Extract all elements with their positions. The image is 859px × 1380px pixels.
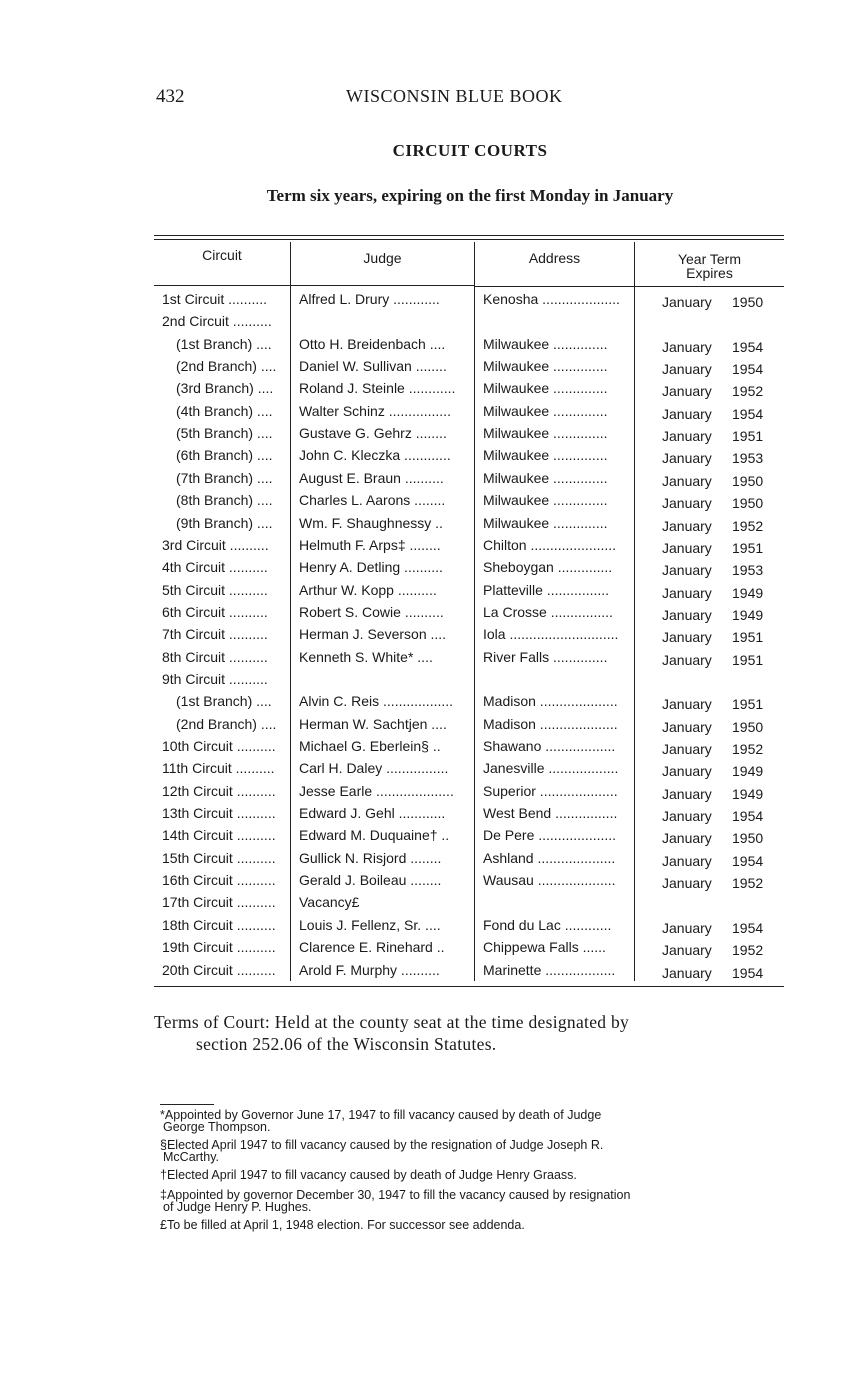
judge-cell: Helmuth F. Arps‡ ........: [299, 536, 441, 553]
table-row: [154, 626, 784, 646]
circuit-cell: 17th Circuit ..........: [162, 894, 276, 911]
circuit-cell: 20th Circuit ..........: [162, 961, 276, 978]
circuit-cell: 5th Circuit ..........: [162, 581, 268, 598]
judge-cell: Alvin C. Reis ..................: [299, 693, 454, 710]
column-header-address: Address: [528, 250, 581, 266]
table-row: [154, 403, 784, 423]
judge-cell: Otto H. Breidenbach ....: [299, 335, 446, 352]
footnote-continuation: of Judge Henry P. Hughes.: [163, 1200, 312, 1214]
circuit-cell: (8th Branch) ....: [176, 492, 273, 509]
table-row: [154, 783, 784, 803]
circuit-cell: 4th Circuit ..........: [162, 559, 268, 576]
expiry-month-cell: January: [662, 361, 712, 378]
expiry-month-cell: January: [662, 919, 712, 936]
address-cell: Milwaukee ..............: [483, 402, 608, 419]
table-row: [154, 671, 784, 691]
expiry-year-cell: 1950: [732, 718, 764, 735]
judge-cell: Louis J. Fellenz, Sr. ....: [299, 916, 441, 933]
expiry-year-cell: 1952: [732, 383, 764, 400]
expiry-year-cell: 1952: [732, 875, 764, 892]
table-row: [154, 515, 784, 535]
table-row: [154, 582, 784, 602]
circuit-cell: (3rd Branch) ....: [176, 380, 274, 397]
address-cell: Superior ....................: [483, 782, 618, 799]
judge-cell: Herman W. Sachtjen ....: [299, 715, 447, 732]
column-header-judge: Judge: [363, 250, 402, 266]
expiry-year-cell: 1953: [732, 562, 764, 579]
footnote-text: †Elected April 1947 to fill vacancy caused by death of Judge Henry Graass.: [160, 1168, 577, 1182]
expiry-month-cell: January: [662, 383, 712, 400]
address-cell: Milwaukee ..............: [483, 492, 608, 509]
expiry-month-cell: January: [662, 763, 712, 780]
expiry-month-cell: January: [662, 696, 712, 713]
footnote-continuation: McCarthy.: [163, 1150, 220, 1164]
expiry-year-cell: 1951: [732, 651, 764, 668]
circuit-cell: 14th Circuit ..........: [162, 827, 276, 844]
expiry-year-cell: 1950: [732, 495, 764, 512]
expiry-year-cell: 1949: [732, 785, 764, 802]
circuit-cell: 7th Circuit ..........: [162, 626, 268, 643]
header-underline: [475, 286, 634, 287]
expiry-month-cell: January: [662, 875, 712, 892]
circuit-cell: 12th Circuit ..........: [162, 782, 276, 799]
year-term-label: Year Term: [677, 251, 742, 267]
address-cell: Milwaukee ..............: [483, 380, 608, 397]
expiry-year-cell: 1954: [732, 808, 764, 825]
section-title: CIRCUIT COURTS: [392, 141, 548, 160]
address-cell: West Bend ................: [483, 805, 618, 822]
expiry-year-cell: 1951: [732, 696, 764, 713]
section-subtitle: Term six years, expiring on the first Monday in January: [266, 186, 674, 205]
judge-cell: Daniel W. Sullivan ........: [299, 358, 447, 375]
circuit-cell: 9th Circuit ..........: [162, 670, 268, 687]
expiry-year-cell: 1954: [732, 852, 764, 869]
address-cell: Milwaukee ..............: [483, 425, 608, 442]
footnote-text: ‡Appointed by governor December 30, 1947 to fill the vacancy caused by resignation: [160, 1188, 631, 1202]
expiry-year-cell: 1949: [732, 584, 764, 601]
expiry-month-cell: January: [662, 629, 712, 646]
expiry-month-cell: January: [662, 495, 712, 512]
circuit-cell: 3rd Circuit ..........: [162, 536, 269, 553]
judge-cell: Roland J. Steinle ............: [299, 380, 456, 397]
judge-cell: Gullick N. Risjord ........: [299, 849, 442, 866]
table-row: [154, 872, 784, 892]
circuit-courts-table: [154, 235, 784, 987]
expiry-year-cell: 1954: [732, 338, 764, 355]
judge-cell: Carl H. Daley ................: [299, 760, 449, 777]
address-cell: Janesville ..................: [483, 760, 619, 777]
expiry-year-cell: 1950: [732, 830, 764, 847]
table-row: [154, 805, 784, 825]
expires-label: Expires: [686, 265, 733, 281]
judge-cell: Edward M. Duquaine† ..: [299, 827, 450, 844]
expiry-month-cell: January: [662, 338, 712, 355]
judge-cell: Wm. F. Shaughnessy ..: [299, 514, 443, 531]
expiry-year-cell: 1953: [732, 450, 764, 467]
circuit-cell: 15th Circuit ..........: [162, 849, 276, 866]
header-underline: [291, 285, 474, 286]
address-cell: Sheboygan ..............: [483, 559, 613, 576]
expiry-month-cell: January: [662, 562, 712, 579]
expiry-year-cell: 1952: [732, 942, 764, 959]
circuit-cell: 6th Circuit ..........: [162, 603, 268, 620]
address-cell: Chippewa Falls ......: [483, 939, 606, 956]
address-cell: Marinette ..................: [483, 961, 616, 978]
table-top-rule-inner: [154, 239, 784, 240]
table-row: [154, 894, 784, 914]
circuit-cell: 11th Circuit ..........: [162, 760, 275, 777]
expiry-year-cell: 1952: [732, 517, 764, 534]
address-cell: Milwaukee ..............: [483, 358, 608, 375]
footnote: [160, 1219, 790, 1231]
expiry-month-cell: January: [662, 718, 712, 735]
judge-cell: Jesse Earle ....................: [299, 782, 454, 799]
expiry-year-cell: 1950: [732, 294, 764, 310]
expiry-month-cell: January: [662, 830, 712, 847]
table-row: [154, 962, 784, 982]
circuit-cell: 8th Circuit ..........: [162, 648, 268, 665]
circuit-cell: (1st Branch) ....: [176, 335, 272, 352]
address-cell: Kenosha ....................: [483, 291, 620, 307]
page-number: 432: [156, 86, 185, 107]
terms-line-2: section 252.06 of the Wisconsin Statutes.: [196, 1034, 497, 1054]
header-underline: [154, 285, 290, 286]
terms-of-court: [154, 1011, 794, 1055]
expiry-month-cell: January: [662, 606, 712, 623]
table-top-rule: [154, 235, 784, 236]
circuit-cell: 16th Circuit ..........: [162, 872, 276, 889]
footnote: [160, 1109, 790, 1133]
address-cell: Ashland ....................: [483, 849, 616, 866]
address-cell: River Falls ..............: [483, 648, 608, 665]
expiry-year-cell: 1952: [732, 741, 764, 757]
table-row: [154, 649, 784, 669]
circuit-cell: 13th Circuit ..........: [162, 805, 276, 822]
table-bottom-rule: [154, 986, 784, 987]
address-cell: Madison ....................: [483, 715, 618, 732]
expiry-year-cell: 1949: [732, 606, 764, 623]
judge-cell: John C. Kleczka ............: [299, 447, 451, 464]
judge-cell: August E. Braun ..........: [299, 469, 444, 486]
judge-cell: Arold F. Murphy ..........: [299, 961, 440, 978]
judge-cell: Arthur W. Kopp ..........: [299, 581, 437, 598]
expiry-month-cell: January: [662, 472, 712, 489]
address-cell: Wausau ....................: [483, 872, 616, 889]
judge-cell: Henry A. Detling ..........: [299, 559, 443, 576]
expiry-month-cell: January: [662, 852, 712, 869]
expiry-year-cell: 1954: [732, 964, 764, 981]
circuit-cell: 18th Circuit ..........: [162, 916, 276, 933]
table-row: [154, 470, 784, 490]
address-cell: Fond du Lac ............: [483, 916, 612, 933]
expiry-month-cell: January: [662, 294, 712, 310]
column-header-circuit: Circuit: [202, 247, 242, 263]
table-row: [154, 850, 784, 870]
footnote: [160, 1139, 790, 1163]
expiry-year-cell: 1954: [732, 405, 764, 422]
address-cell: De Pere ....................: [483, 827, 617, 844]
circuit-cell: (1st Branch) ....: [176, 693, 272, 710]
expiry-month-cell: January: [662, 785, 712, 802]
judge-cell: Kenneth S. White* ....: [299, 648, 433, 665]
expiry-year-cell: 1954: [732, 361, 764, 378]
address-cell: Milwaukee ..............: [483, 469, 608, 486]
address-cell: Milwaukee ..............: [483, 514, 608, 531]
header-underline: [635, 286, 784, 287]
terms-line-1: Terms of Court: Held at the county seat at the time designated by: [154, 1012, 630, 1032]
table-row: [154, 492, 784, 512]
circuit-cell: 10th Circuit ..........: [162, 738, 276, 754]
table-row: [154, 559, 784, 579]
table-row: [154, 336, 784, 356]
table-row: [154, 313, 784, 333]
table-row: [154, 291, 784, 311]
judge-cell: Edward J. Gehl ............: [299, 805, 446, 822]
table-row: [154, 380, 784, 400]
judge-cell: Vacancy£: [299, 894, 360, 911]
table-row: [154, 425, 784, 445]
circuit-cell: 19th Circuit ..........: [162, 939, 276, 956]
circuit-cell: (2nd Branch) ....: [176, 715, 277, 732]
footnote-text: §Elected April 1947 to fill vacancy caused by the resignation of Judge Joseph R.: [160, 1138, 604, 1152]
expiry-year-cell: 1951: [732, 629, 764, 646]
address-cell: Milwaukee ..............: [483, 447, 608, 464]
expiry-month-cell: January: [662, 942, 712, 959]
expiry-month-cell: January: [662, 405, 712, 422]
judge-cell: Walter Schinz ................: [299, 402, 451, 419]
judge-cell: Clarence E. Rinehard ..: [299, 939, 445, 956]
expiry-month-cell: January: [662, 584, 712, 601]
expiry-year-cell: 1954: [732, 919, 764, 936]
table-row: [154, 827, 784, 847]
expiry-month-cell: January: [662, 808, 712, 825]
expiry-month-cell: January: [662, 517, 712, 534]
address-cell: Milwaukee ..............: [483, 335, 608, 352]
expiry-month-cell: January: [662, 651, 712, 668]
table-row: [154, 604, 784, 624]
circuit-cell: (6th Branch) ....: [176, 447, 273, 464]
address-cell: La Crosse ................: [483, 603, 613, 620]
circuit-cell: (4th Branch) ....: [176, 402, 273, 419]
footnote-continuation: George Thompson.: [163, 1120, 271, 1134]
judge-cell: Alfred L. Drury ............: [299, 291, 440, 307]
page-header: [156, 86, 796, 116]
address-cell: Platteville ................: [483, 581, 610, 598]
table-row: [154, 939, 784, 959]
expiry-year-cell: 1949: [732, 763, 764, 780]
expiry-month-cell: January: [662, 450, 712, 467]
circuit-cell: (7th Branch) ....: [176, 469, 273, 486]
circuit-cell: (2nd Branch) ....: [176, 358, 277, 375]
circuit-cell: 2nd Circuit ..........: [162, 313, 272, 330]
table-row: [154, 760, 784, 780]
address-cell: Madison ....................: [483, 693, 618, 710]
expiry-month-cell: January: [662, 539, 712, 556]
judge-cell: Charles L. Aarons ........: [299, 492, 446, 509]
footnote-text: £To be filled at April 1, 1948 election. For successor see addenda.: [160, 1218, 525, 1232]
circuit-cell: 1st Circuit ..........: [162, 291, 268, 307]
table-row: [154, 716, 784, 736]
table-row: [154, 738, 784, 758]
circuit-cell: (9th Branch) ....: [176, 514, 273, 531]
column-header-year-term: [635, 252, 784, 280]
footnotes: [160, 1109, 790, 1239]
table-row: [154, 537, 784, 557]
address-cell: Shawano ..................: [483, 738, 616, 754]
address-cell: Iola ............................: [483, 626, 619, 643]
expiry-month-cell: January: [662, 428, 712, 445]
footnote: [160, 1169, 790, 1181]
judge-cell: Gustave G. Gehrz ........: [299, 425, 447, 442]
footnote-rule: [160, 1104, 214, 1105]
judge-cell: Michael G. Eberlein§ ..: [299, 738, 441, 754]
address-cell: Chilton ......................: [483, 536, 617, 553]
judge-cell: Robert S. Cowie ..........: [299, 603, 444, 620]
expiry-year-cell: 1951: [732, 428, 764, 445]
table-row: [154, 917, 784, 937]
table-row: [154, 693, 784, 713]
footnote: [160, 1189, 790, 1213]
expiry-year-cell: 1951: [732, 539, 764, 556]
book-title: WISCONSIN BLUE BOOK: [346, 86, 563, 106]
table-row: [154, 447, 784, 467]
expiry-month-cell: January: [662, 964, 712, 981]
circuit-cell: (5th Branch) ....: [176, 425, 273, 442]
footnote-text: *Appointed by Governor June 17, 1947 to fill vacancy caused by death of Judge: [160, 1108, 602, 1122]
judge-cell: Herman J. Severson ....: [299, 626, 447, 643]
expiry-year-cell: 1950: [732, 472, 764, 489]
judge-cell: Gerald J. Boileau ........: [299, 872, 442, 889]
table-row: [154, 358, 784, 378]
expiry-month-cell: January: [662, 741, 712, 757]
